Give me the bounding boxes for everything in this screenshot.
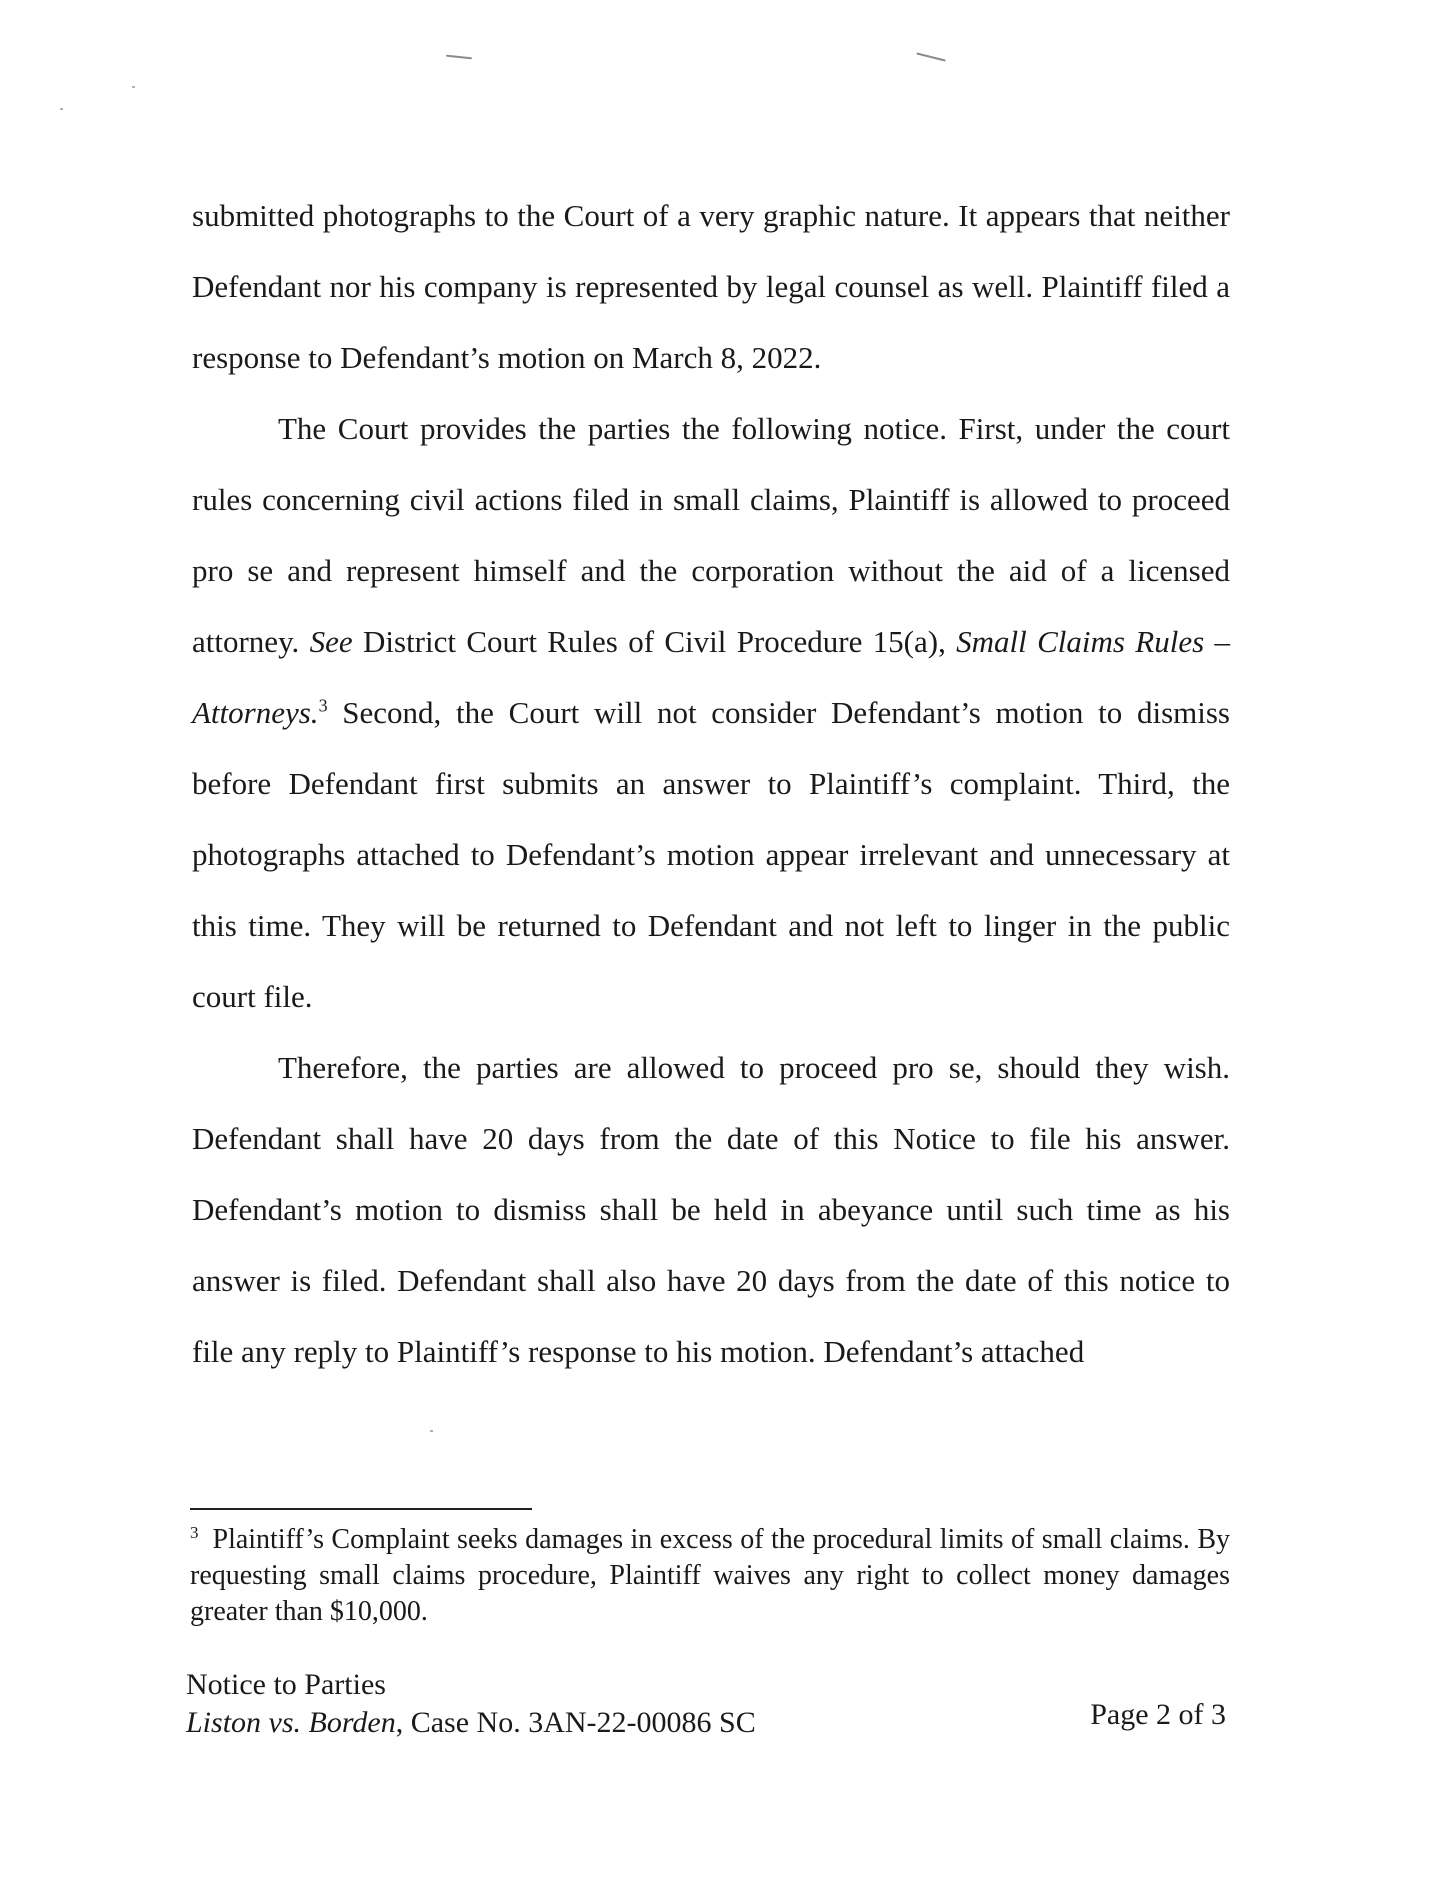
notice-body — [192, 180, 1230, 1387]
paragraph-3: Therefore, the parties are allowed to proceed pro se, should they wish. Defendant shall have 20 days from the date of this Notice to file his answer. Defendant’s motion to dismiss shall be held in abeyance until such time as his answer is filed. Defendant shall also have 20 days from the date of this notice to file any reply to Plaintiff’s response to his motion. Defendant’s attached — [192, 1050, 1230, 1369]
scan-artifact — [60, 108, 63, 110]
document-title: Notice to Parties — [186, 1668, 386, 1701]
footnote-reference: 3 — [318, 695, 328, 716]
footnote — [190, 1522, 1230, 1630]
scan-artifact — [430, 1430, 433, 1432]
paragraph-2-continued: Second, the Court will not consider Defendant’s motion to dismiss before Defendant first submits an answer to Plaintiff’s complaint. Third, the photographs attached to Defendant’s motion appear irrelevant and unnecessary at this time. They will be returned to Defendant and not left to linger in the public court file. — [192, 695, 1230, 1014]
paragraph-2 — [192, 393, 1230, 1032]
case-caption — [186, 1704, 1232, 1742]
page-number: Page 2 of 3 — [1090, 1698, 1226, 1731]
paragraph-2-text: The Court provides the parties the following notice. First, under the court rules concerning civil actions filed in small claims, Plaintiff is allowed to proceed pro se and represent himself and the corporation without the aid of a licensed attorney. — [192, 411, 1230, 659]
case-name: Liston vs. Borden — [186, 1706, 396, 1739]
case-number: , Case No. 3AN-22-00086 SC — [395, 1706, 756, 1739]
rule-citation: District Court Rules of Civil Procedure 15(a), — [352, 624, 957, 659]
scan-artifact — [916, 52, 946, 61]
rule-title: Small Claims Rules – Attorneys. — [192, 624, 1230, 730]
paragraph-1: submitted photographs to the Court of a very graphic nature. It appears that neither Defendant nor his company is represented by legal counsel as well. Plaintiff filed a response to Defendant’s motion on March 8, 2022. — [192, 198, 1230, 375]
page-footer — [186, 1666, 1232, 1742]
see-signal: See — [309, 624, 353, 659]
footnote-text: Plaintiff’s Complaint seeks damages in excess of the procedural limits of small claims. By requesting small claims procedure, Plaintiff waives any right to collect money damages greater than $10,000. — [190, 1524, 1230, 1627]
footnote-divider — [190, 1508, 532, 1510]
footnote-number: 3 — [190, 1522, 199, 1542]
scan-artifact — [132, 86, 135, 88]
scan-artifact — [446, 55, 472, 60]
